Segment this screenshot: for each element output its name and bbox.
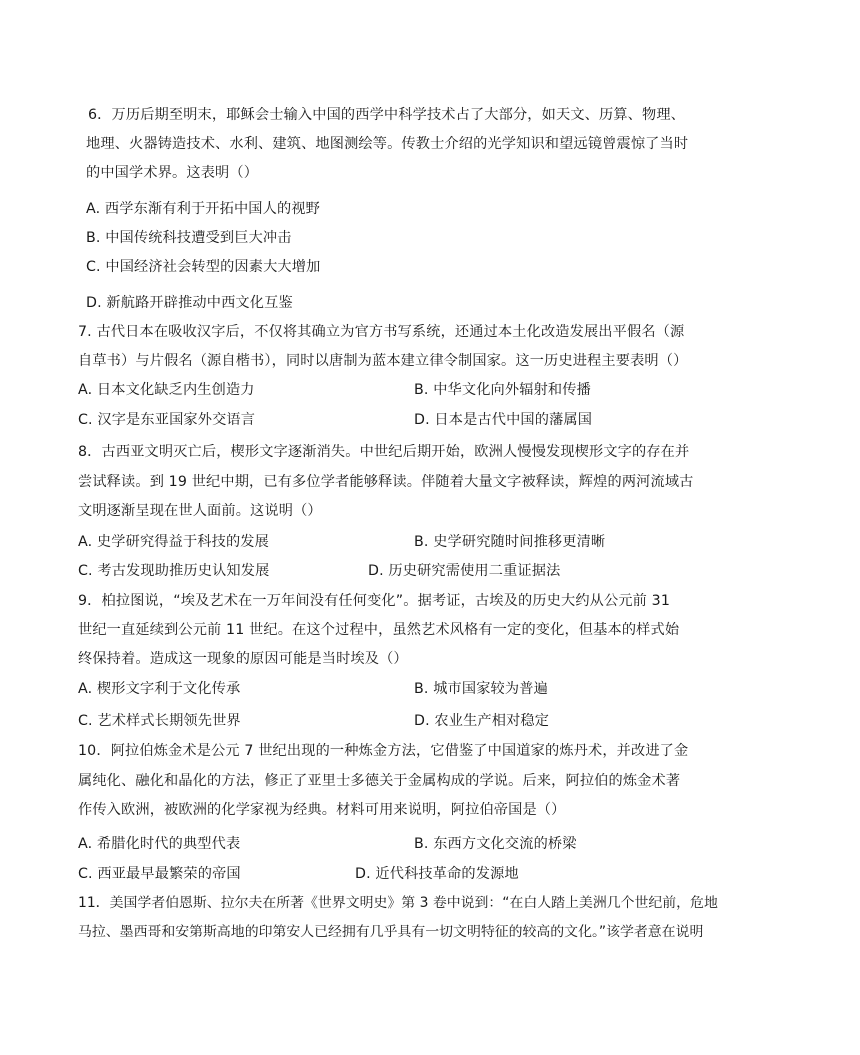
question-8-stem-line-2: 尝试释读。到 19 世纪中期，已有多位学者能够释读。伴随着大量文字被释读，辉煌的两河流域古 <box>78 474 694 490</box>
question-6-option-b: B. 中国传统科技遭受到巨大冲击 <box>86 230 292 246</box>
question-6-stem-line-2: 地理、火器铸造技术、水利、建筑、地图测绘等。传教士介绍的光学知识和望远镜曾震惊了当时 <box>86 136 689 152</box>
question-8-option-b: B. 史学研究随时间推移更清晰 <box>414 534 606 550</box>
question-8-option-a: A. 史学研究得益于科技的发展 <box>78 534 269 550</box>
question-10-option-d: D. 近代科技革命的发源地 <box>355 866 519 882</box>
question-6-stem-line-3: 的中国学术界。这表明（） <box>86 165 259 181</box>
question-9-stem-line-1: 9．柏拉图说，“埃及艺术在一万年间没有任何变化”。据考证，古埃及的历史大约从公元前 31 <box>78 593 671 609</box>
question-9-option-d: D. 农业生产相对稳定 <box>414 713 550 729</box>
question-7-stem-line-2: 自草书）与片假名（源自楷书），同时以唐制为蓝本建立律令制国家。这一历史进程主要表明（） <box>78 353 688 369</box>
question-11-stem-line-1: 11．美国学者伯恩斯、拉尔夫在所著《世界文明史》第 3 卷中说到：“在白人踏上美洲几个世纪前，危地 <box>78 895 718 911</box>
question-6-stem-line-1: 6．万历后期至明末，耶稣会士输入中国的西学中科学技术占了大部分，如天文、历算、物理、 <box>88 107 686 123</box>
question-11-stem-line-2: 马拉、墨西哥和安第斯高地的印第安人已经拥有几乎具有一切文明特征的较高的文化。”该学者意在说明 <box>78 924 704 940</box>
question-10-stem-line-1: 10．阿拉伯炼金术是公元 7 世纪出现的一种炼金方法，它借鉴了中国道家的炼丹术，并改进了金 <box>78 743 689 759</box>
question-10-option-b: B. 东西方文化交流的桥梁 <box>414 836 577 852</box>
question-7-stem-line-1: 7. 古代日本在吸收汉字后，不仅将其确立为官方书写系统，还通过本土化改造发展出平假名（源 <box>78 324 685 340</box>
question-10-option-c: C. 西亚最早最繁荣的帝国 <box>78 866 241 882</box>
question-8-option-d: D. 历史研究需使用二重证据法 <box>368 563 561 579</box>
question-10-option-a: A. 希腊化时代的典型代表 <box>78 836 241 852</box>
question-6-option-d: D. 新航路开辟推动中西文化互鉴 <box>86 295 293 311</box>
question-7-option-c: C. 汉字是东亚国家外交语言 <box>78 412 256 428</box>
question-7-option-a: A. 日本文化缺乏内生创造力 <box>78 382 255 398</box>
question-10-stem-line-2: 属纯化、融化和晶化的方法，修正了亚里士多德关于金属构成的学说。后来，阿拉伯的炼金术著 <box>78 773 681 789</box>
question-7-option-d: D. 日本是古代中国的藩属国 <box>414 412 593 428</box>
question-9-option-a: A. 楔形文字利于文化传承 <box>78 681 241 697</box>
question-6-option-c: C. 中国经济社会转型的因素大大增加 <box>86 259 321 275</box>
question-9-stem-line-3: 终保持着。造成这一现象的原因可能是当时埃及（） <box>78 651 408 667</box>
question-8-option-c: C. 考古发现助推历史认知发展 <box>78 563 270 579</box>
question-7-option-b: B. 中华文化向外辐射和传播 <box>414 382 591 398</box>
question-8-stem-line-1: 8．古西亚文明灭亡后，楔形文字逐渐消失。中世纪后期开始，欧洲人慢慢发现楔形文字的存在并 <box>78 444 690 460</box>
question-9-option-c: C. 艺术样式长期领先世界 <box>78 713 241 729</box>
question-8-stem-line-3: 文明逐渐呈现在世人面前。这说明（） <box>78 503 322 519</box>
question-9-stem-line-2: 世纪一直延续到公元前 11 世纪。在这个过程中，虽然艺术风格有一定的变化，但基本的样式始 <box>78 622 680 638</box>
question-6-option-a: A. 西学东渐有利于开拓中国人的视野 <box>86 201 320 217</box>
question-10-stem-line-3: 作传入欧洲，被欧洲的化学家视为经典。材料可用来说明，阿拉伯帝国是（） <box>78 802 566 818</box>
question-9-option-b: B. 城市国家较为普遍 <box>414 681 548 697</box>
